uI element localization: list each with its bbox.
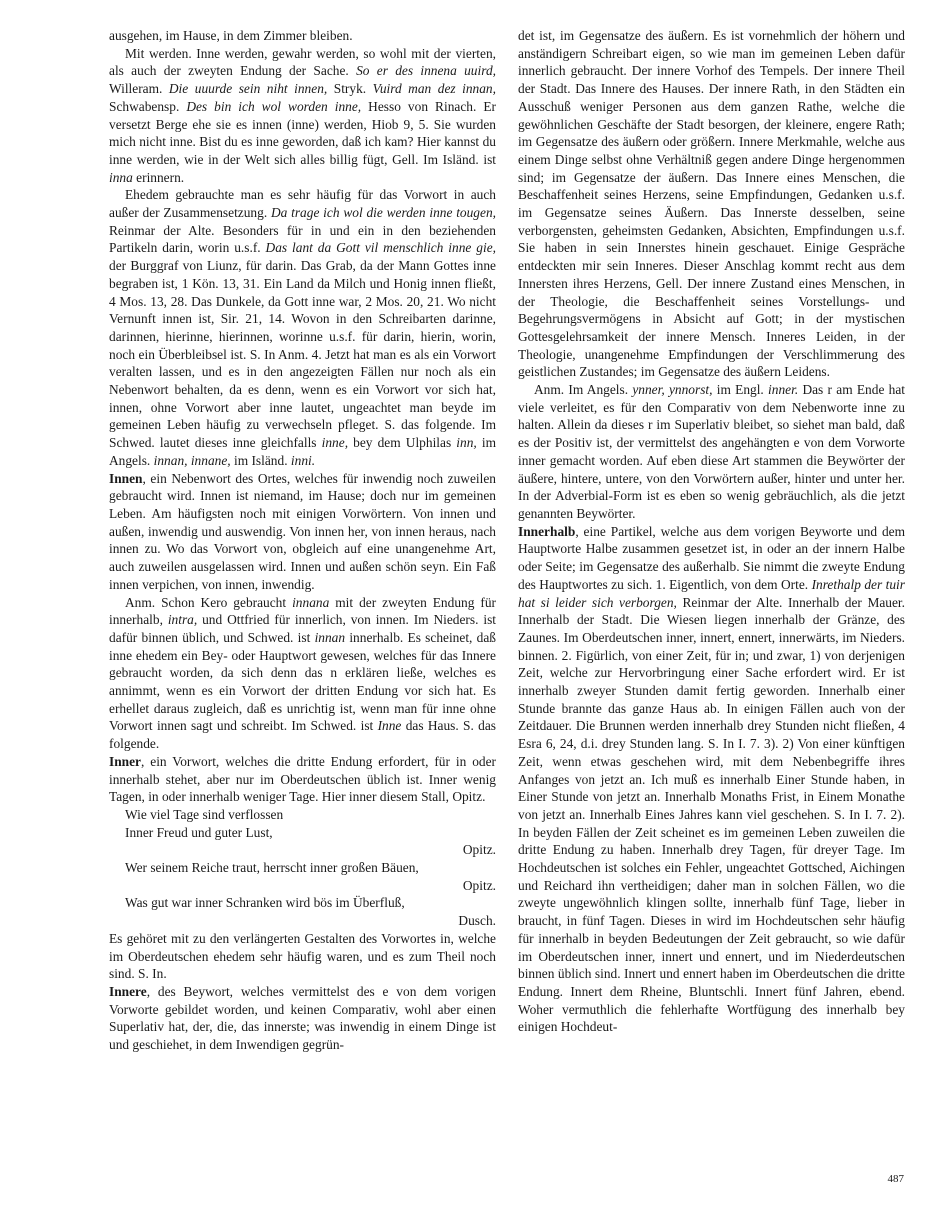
text-span: Anm. Im Angels.	[534, 382, 633, 398]
verse-line	[109, 824, 496, 842]
text-span: Reinmar der Alte. Innerhalb der Mauer. Innerhalb der Stadt. Die Wiesen liegen innerhalb der Gränze, des Zaunes. Im Oberdeutschen inner, innert, ennert, innerwärts, im Nieders. binnen. 2. Figürlich, von einer Zeit, für in; und zwar, 1) von derjenigen Zeit, welche zur Hervorbringung einer Sache erfordert wird. Er ist innerhalb zweyer Stunden damit fertig geworden. Innerhalb einer Stunde brannte das ganze Haus ab. In einigen Fällen auch von der Zeitdauer. Die Brunnen werden innerhalb drey Stunden nicht fließen, 4 Esra 6, 24, d.i. drey Stunden lang. S. In I. 7. 3). 2) Von einer künftigen Zeit, wenn etwas geschehen wird, mit dem Nebenbegriffe ihres Anfanges von jetzt an. Ich muß es innerhalb Einer Stunde haben, in Einer Stunde von jetzt an. Innerhalb Monaths Frist, in Einem Monathe von jetzt an. Innerhalb Eines Jahres kann viel geschehen. S. In I. 7. 2). In beyden Fällen der Zeit scheinet es im gemeinen Leben zuweilen die dritte Endung zu haben. Innerhalb drey Tagen, für dreyer Tage. Im Hochdeutschen ist solches ein Fehler, ungeachtet Gottsched, Aichingen und Reichard ihn vertheidigen; daher man in solchen Fällen, wo die zweyte ungewöhnlich klingen sollte, innerhalb fünf Tage, lieber in braucht, in fünf Tagen. Dieses in wird im Hochdeutschen sehr häufig für innerhalb in beyden Bedeutungen der Zeit gebraucht, so wie dafür im Oberdeutschen inner, innert und ennert, und im Niederdeutschen binnen üblich sind. Innert und ennert haben im Oberdeutschen die dritte Endung. Innert dem Rheine, Bluntschli. Innert fünf Jahren, ebend. Woher vermuthlich die fehlerhafte Wortfügung des innerhalb bey einigen Hochdeut-	[518, 594, 905, 1035]
text-span: Willeram.	[109, 81, 169, 97]
text-span: ausgehen, im Hause, in dem Zimmer bleiben.	[109, 28, 353, 43]
text-span: innerhalb. Es scheinet, daß inne ehedem ein Bey- oder Hauptwort gewesen, welches für das Innere gebraucht worden, da sich denn das n erklären ließe, welches es annimmt, wenn es ein Vorwort der dritten Endung vor sich hat. Es erhellet daraus zugleich, daß es unrichtig ist, wenn man für inne ohne Vorwort innen sagt und schreibt. Im Schwed. ist	[109, 629, 496, 734]
text-span: Mit werden. Inne werden, gewahr werden, so wohl mit der vierten, als auch der zweyten Endung der Sache.	[109, 45, 496, 79]
right-column	[518, 27, 905, 1036]
text-span: Opitz.	[462, 842, 496, 858]
verse-line	[109, 806, 496, 824]
italic-quote: Die uuurde sein niht innen,	[168, 81, 328, 97]
text-span: , des Beywort, welches vermittelst des e von dem vorigen Vorworte gebildet worden, und keinen Comparativ, wohl aber einen Superlativ hat, der, die, das innerste; was inwendig in einem Dinge ist und geschiehet, in dem Inwendigen gegrün-	[109, 983, 496, 1053]
text-span: Anm. Schon Kero gebraucht	[125, 594, 293, 610]
verse-line	[109, 894, 496, 912]
italic-quote: innana	[292, 594, 330, 610]
italic-quote: ynner, ynnorst,	[632, 382, 713, 398]
text-span: im Engl.	[712, 382, 769, 398]
italic-quote: inna	[109, 169, 133, 185]
headword: Innen	[109, 470, 143, 486]
italic-quote: intra,	[167, 612, 198, 628]
text-span: Ehedem gebrauchte man es sehr häufig für das Vorwort in auch außer der Zusammensetzung.	[109, 187, 496, 221]
text-span: Schwabensp.	[109, 98, 187, 114]
text-span: bey dem Ulphilas	[348, 435, 457, 451]
entry-paragraph	[109, 930, 496, 983]
text-span: Dusch.	[458, 913, 496, 929]
text-span: im Isländ.	[230, 452, 291, 468]
text-span: der Burggraf von Liunz, für darin. Das Grab, da der Mann Gottes inne begraben ist, 1 Kön. 13, 31. Ein Land da Milch und Honig innen fließt, 4 Mos. 13, 28. Das Dunkele, da Gott inne war, 2 Mos. 20, 21. Wo nicht Vernunft innen ist, Sir. 21, 14. Wovon in den Schreibarten darinne, darinnen, hierinne, hierinnen, worinne u.s.f. für darin, hierin, worin, noch ein Überbleibsel ist. S. In Anm. 4. Jetzt hat man es als ein Vorwort veralten lassen, und es in den angezeigten Fällen nur noch als ein Nebenwort behalten, da es denn, wenn es ein Vorwort vor sich hat, innen, ohne Vorwort aber inne lautet, ungeachtet man beyde im gemeinen Leben häufig zu verwechseln pfleget. S. das folgende. Im Schwed. lautet dieses inne gleichfalls	[109, 258, 496, 451]
italic-quote: So er des innena uuird,	[356, 63, 496, 79]
italic-quote: inner.	[768, 382, 799, 398]
text-span: das Haus. S. das folgende.	[109, 718, 496, 752]
entry-paragraph	[109, 753, 496, 806]
entry-paragraph	[518, 27, 905, 381]
text-span: Reinmar der Alte. Besonders für in und ein in den beziehenden Partikeln darin, worin u.s.f.	[109, 222, 496, 256]
entry-paragraph	[109, 983, 496, 1054]
headword: Inner	[109, 753, 141, 769]
text-span: Das r am Ende hat viele verleitet, es für den Comparativ von dem Nebenworte inne zu halten. Allein da dieses r im Superlativ bleibet, so siehet man bald, daß es der Positiv ist, der vermittelst des angehängten e von dem Vorworte inner gemacht worden. Auf eben diese Art stammen die Beywörter der äußere, hintere, untere, von den Vorwörtern außer, hinter und unter her. In der Adverbial-Form ist es eben so wenig gebräuchlich, als die jetzt genannten Beywörter.	[518, 382, 906, 521]
italic-quote: inne,	[321, 435, 349, 451]
text-span: Wie viel Tage sind verflossen	[125, 806, 284, 822]
paragraph	[109, 45, 496, 187]
text-span: Inner Freud und guter Lust,	[125, 824, 273, 840]
text-span: Stryk.	[327, 81, 373, 97]
italic-quote: inn,	[456, 435, 477, 451]
italic-quote: Inrethalp der tuir hat si leider sich verborgen,	[518, 576, 905, 610]
text-span: , ein Vorwort, welches die dritte Endung erfordert, für in oder innerhalb stehet, aber nur im Oberdeutschen üblich ist. Inner wenig Tagen, in oder innerhalb weniger Tage. Hier inner diesem Stall, Opitz.	[109, 753, 496, 805]
text-span: , ein Nebenwort des Ortes, welches für inwendig noch zuweilen gebraucht wird. Innen ist niemand, im Hause; doch nur im gemeinen Leben. Am häufigsten noch mit einigen Vorwörtern. Von innen und außen, inwendig und auswendig. Von innen her, von innen heraus, nach innen zu. Wo das Vorwort von, obgleich auf eine unangenehme Art, auch zuweilen ausgelassen wird. Innen und außen schön seyn. Ein Faß innen verpichen, von innen, inwendig.	[109, 470, 496, 592]
text-span: im Angels.	[109, 435, 497, 468]
entry-paragraph	[518, 523, 905, 1036]
italic-quote: innan	[314, 629, 346, 645]
entry-paragraph	[109, 27, 496, 45]
verse-source	[109, 877, 496, 895]
text-span: Hesso von Rinach. Er versetzt Berge ehe sie es innen (inne) werden, Hiob 9, 5. Sie wurden mich nicht inne. Bist du es inne geworden, daß ich kam? Hier kannst du inne werden, wie in der Welt sich alles billig fügt, Gell. Im Isländ. ist	[109, 98, 496, 167]
text-span: mit der zweyten Endung für innerhalb,	[109, 594, 496, 628]
italic-quote: Da trage ich wol die werden inne tougen,	[270, 205, 496, 221]
text-span: Was gut war inner Schranken wird bös im Überfluß,	[125, 895, 405, 911]
italic-quote: Inne	[377, 718, 402, 734]
paragraph	[109, 594, 496, 753]
headword: Innere	[109, 983, 147, 999]
paragraph	[109, 186, 496, 469]
text-span: erinnern.	[132, 169, 185, 185]
text-span: und Ottfried für innerlich, von innen. Im Nieders. ist dafür binnen üblich, und Schwed. ist	[109, 612, 496, 645]
italic-quote: Vuird man dez innan,	[372, 81, 496, 97]
text-span: Wer seinem Reiche traut, herrscht inner großen Bäuen,	[125, 860, 419, 876]
headword: Innerhalb	[518, 523, 576, 539]
verse-source	[109, 841, 496, 859]
entry-paragraph	[109, 470, 496, 594]
verse-line	[109, 859, 496, 877]
page-number: 487	[887, 1173, 904, 1185]
text-span: det ist, im Gegensatze des äußern. Es ist vornehmlich der höhern und anständigern Schreibart eigen, so wie man im gemeinen Leben dafür innerlich gebraucht. Der innere Vorhof des Tempels. Der innere Theil der Stadt. Das Innere des Hauses. Der innere Rath, in den Städten ein Ausschuß weniger Personen aus dem ganzen Rathe, welche die gewöhnlichen Geschäfte der Stadt besorgen, der kleinere, engere Rath; im Gegensatze des äußern oder größern. Innere Merkmahle, welche aus einem Dinge selbst ohne Verhältniß gegen andere Dinge hergenommen sind; im Gegensatze der äußern. Das Innere eines Menschen, die Beschaffenheit seines Herzens, seine Empfindungen, Gedanken u.s.f. im Gegensatze seines Äußern. Das Innerste desselben, seine verborgensten, geheimsten Gedanken, Absichten, Empfindungen u.s.f. Sie haben in sein Innerstes hinein geschauet. Einige Gespräche entdeckten mir sein Inneres. Dieser Anschlag kommt recht aus dem Innersten ihres Herzens, Gell. Der innere Zustand eines Menschen, in der Theologie, die Beschaffenheit seines Vorstellungs- und Begehrungsvermögens in Absicht auf Gott; in der mystischen Gottesgelehrsamkeit der innere Mensch. Inneres Leiden, in der Theologie, unangenehme Empfindungen der Verschlimmerung des geistlichen Zustandes; im Gegensatze des äußern Leidens.	[518, 28, 905, 380]
verse-source	[109, 912, 496, 930]
left-column	[109, 27, 496, 1054]
italic-quote: Des bin ich wol worden inne,	[186, 98, 362, 114]
paragraph	[518, 381, 905, 523]
text-span: , eine Partikel, welche aus dem vorigen Beyworte und dem Hauptworte Halbe zusammen gesetzet ist, in oder an der innern Halbe oder Seite; im Gegensatze des außerhalb. Sie nimmt die zweyte Endung des Hauptwortes zu sich. 1. Eigentlich, von dem Orte.	[518, 523, 905, 592]
italic-quote: Das lant da Gott vil menschlich inne gie,	[265, 240, 496, 256]
italic-quote: inni.	[290, 452, 316, 468]
text-span: Opitz.	[462, 877, 496, 893]
italic-quote: innan, innane,	[153, 452, 231, 468]
text-span: Es gehöret mit zu den verlängerten Gestalten des Vorwortes in, welche im Oberdeutschen ehedem sehr häufig waren, und es zum Theil noch sind. S. In.	[109, 930, 496, 982]
